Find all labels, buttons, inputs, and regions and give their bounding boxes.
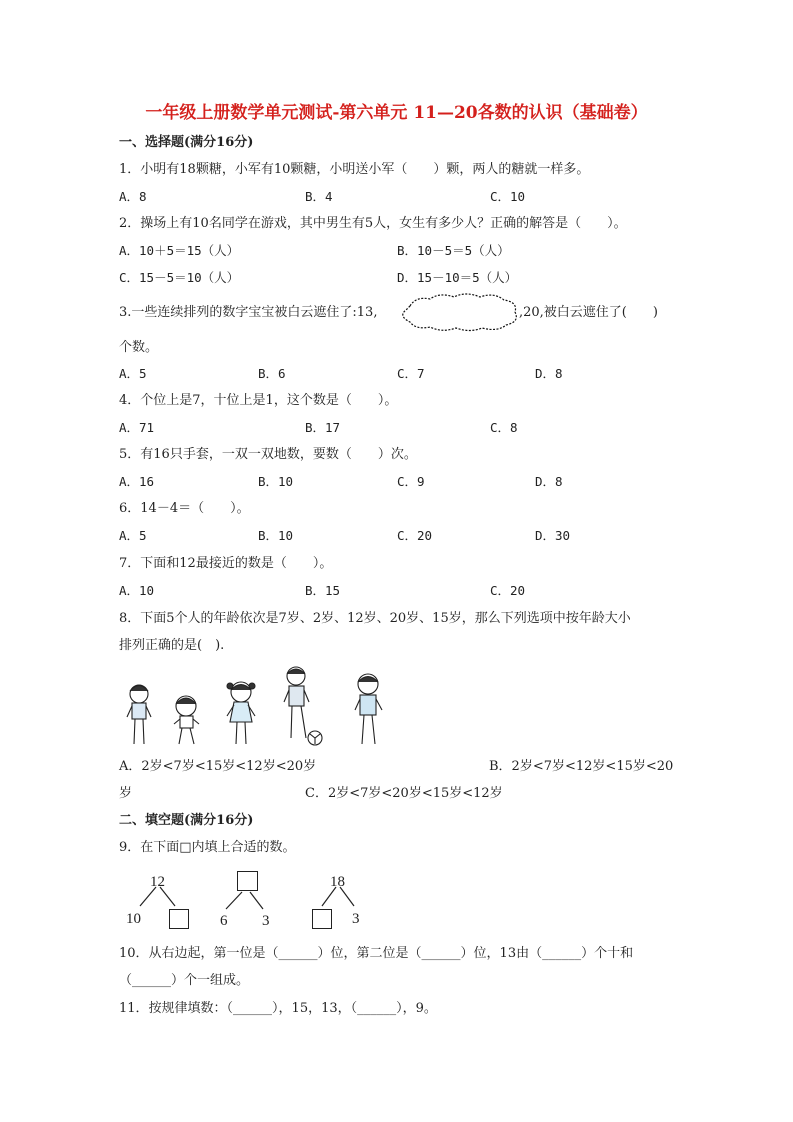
child-5-figure bbox=[355, 674, 382, 744]
tree-2-left: 6 bbox=[220, 913, 228, 929]
q6-option-b: B．10 bbox=[258, 528, 294, 543]
question-5: 5．有16只手套，一双一双地数，要数（ ）次。 bbox=[119, 447, 417, 462]
q8-option-c: C．2岁<7岁<20岁<15岁<12岁 bbox=[305, 786, 503, 801]
cloud-icon bbox=[398, 292, 520, 332]
q5-option-a: A．16 bbox=[119, 474, 155, 489]
section-heading-fill-in: 二、填空题(满分16分) bbox=[119, 813, 254, 828]
q7-option-b: B．15 bbox=[305, 583, 341, 598]
question-8-line-2: 排列正确的是( ). bbox=[119, 638, 225, 653]
page-title: 一年级上册数学单元测试-第六单元 11—20各数的认识（基础卷） bbox=[145, 103, 648, 123]
tree-2-right: 3 bbox=[262, 913, 270, 929]
q2-option-a: A．10＋5＝15（人） bbox=[119, 243, 240, 258]
q1-option-c: C．10 bbox=[490, 189, 526, 204]
question-7: 7．下面和12最接近的数是（ ）。 bbox=[119, 556, 333, 571]
q4-option-a: A．71 bbox=[119, 420, 155, 435]
q3-option-b: B．6 bbox=[258, 366, 286, 381]
question-4: 4．个位上是7，十位上是1，这个数是（ ）。 bbox=[119, 393, 398, 408]
q8-option-b-continued: 岁 bbox=[119, 786, 133, 801]
child-2-figure bbox=[174, 696, 199, 744]
tree-3-right: 3 bbox=[352, 911, 360, 927]
child-1-figure bbox=[127, 685, 151, 744]
question-11: 11．按规律填数：（______），15，13，（______），9。 bbox=[119, 1001, 437, 1016]
q1-option-a: A．8 bbox=[119, 189, 147, 204]
q5-option-b: B．10 bbox=[258, 474, 294, 489]
q8-option-a: A．2岁<7岁<15岁<12岁<20岁 bbox=[119, 759, 317, 774]
children-illustration bbox=[124, 662, 392, 750]
tree-3-top: 18 bbox=[330, 874, 345, 890]
question-3-part-1: 3.一些连续排列的数字宝宝被白云遮住了:13, bbox=[119, 305, 378, 320]
q7-option-c: C．20 bbox=[490, 583, 526, 598]
q3-option-c: C．7 bbox=[397, 366, 425, 381]
q3-option-a: A．5 bbox=[119, 366, 147, 381]
q2-option-b: B．10－5＝5（人） bbox=[397, 243, 510, 258]
q5-option-d: D．8 bbox=[535, 474, 563, 489]
question-3-part-2: ,20,被白云遮住了( ) bbox=[519, 305, 658, 320]
q5-option-c: C．9 bbox=[397, 474, 425, 489]
tree-1-left: 10 bbox=[126, 911, 141, 927]
q2-option-d: D．15－10＝5（人） bbox=[397, 270, 518, 285]
question-10-line-1: 10．从右边起，第一位是（______）位，第二位是（______）位，13由（______）个十和 bbox=[119, 946, 634, 961]
q6-option-a: A．5 bbox=[119, 528, 147, 543]
q6-option-c: C．20 bbox=[397, 528, 433, 543]
section-heading-choice: 一、选择题(满分16分) bbox=[119, 135, 254, 150]
question-10-line-2: （______）个一组成。 bbox=[119, 973, 250, 988]
question-9: 9．在下面□内填上合适的数。 bbox=[119, 840, 296, 855]
q4-option-b: B．17 bbox=[305, 420, 341, 435]
q1-option-b: B．4 bbox=[305, 189, 333, 204]
q7-option-a: A．10 bbox=[119, 583, 155, 598]
question-2: 2．操场上有10名同学在游戏，其中男生有5人，女生有多少人？正确的解答是（ ）。 bbox=[119, 216, 627, 231]
tree-1-top: 12 bbox=[150, 874, 165, 890]
tree-3-left-box[interactable] bbox=[312, 909, 332, 929]
child-4-figure bbox=[284, 667, 322, 745]
question-3-part-3: 个数。 bbox=[119, 340, 159, 355]
q2-option-c: C．15－5＝10（人） bbox=[119, 270, 240, 285]
question-8-line-1: 8．下面5个人的年龄依次是7岁、2岁、12岁、20岁、15岁，那么下列选项中按年龄大小 bbox=[119, 611, 631, 626]
q4-option-c: C．8 bbox=[490, 420, 518, 435]
q8-option-b: B．2岁<7岁<12岁<15岁<20 bbox=[489, 759, 674, 774]
question-1: 1．小明有18颗糖，小军有10颗糖，小明送小军（ ）颗，两人的糖就一样多。 bbox=[119, 162, 590, 177]
child-3-figure bbox=[227, 682, 255, 744]
q6-option-d: D．30 bbox=[535, 528, 571, 543]
tree-1-right-box[interactable] bbox=[169, 909, 189, 929]
question-6: 6．14－4＝（ ）。 bbox=[119, 501, 250, 516]
q3-option-d: D．8 bbox=[535, 366, 563, 381]
tree-2-top-box[interactable] bbox=[237, 871, 258, 891]
